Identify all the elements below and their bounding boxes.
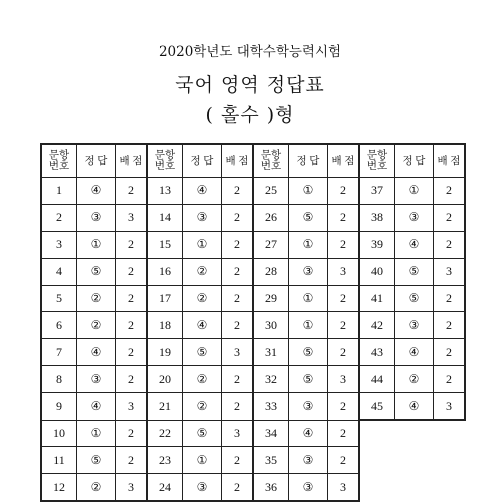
answer-cell: ② — [77, 312, 116, 339]
points-cell: 2 — [434, 312, 466, 339]
points-cell: 2 — [222, 393, 254, 420]
question-number: 25 — [253, 178, 289, 205]
empty-cell — [359, 474, 465, 501]
points-cell: 2 — [222, 231, 254, 258]
points-cell: 3 — [116, 204, 148, 231]
answer-cell: ④ — [395, 231, 434, 258]
empty-cell — [359, 420, 465, 447]
question-number: 44 — [359, 366, 395, 393]
points-cell: 2 — [116, 312, 148, 339]
question-number: 24 — [147, 474, 183, 501]
answer-cell: ④ — [395, 393, 434, 420]
header-points: 배 점 — [434, 144, 466, 178]
answer-cell: ⑤ — [183, 420, 222, 447]
points-cell: 2 — [434, 366, 466, 393]
question-number: 20 — [147, 366, 183, 393]
question-number: 38 — [359, 204, 395, 231]
question-number: 10 — [41, 420, 77, 447]
header-row — [41, 144, 465, 178]
answer-cell: ① — [395, 178, 434, 205]
points-cell: 2 — [328, 178, 360, 205]
answer-cell: ② — [395, 366, 434, 393]
answer-cell: ④ — [395, 339, 434, 366]
table-row — [41, 312, 465, 339]
answer-cell: ① — [183, 447, 222, 474]
question-number: 27 — [253, 231, 289, 258]
question-number: 26 — [253, 204, 289, 231]
answer-cell: ④ — [289, 420, 328, 447]
question-number: 17 — [147, 285, 183, 312]
points-cell: 2 — [434, 204, 466, 231]
table-row — [41, 231, 465, 258]
points-cell: 2 — [116, 285, 148, 312]
points-cell: 3 — [116, 393, 148, 420]
answer-cell: ③ — [395, 204, 434, 231]
question-number: 29 — [253, 285, 289, 312]
header-answer: 정 답 — [395, 144, 434, 178]
exam-type-label: ( 홀수 )형 — [205, 104, 295, 126]
answer-cell: ③ — [77, 204, 116, 231]
question-number: 18 — [147, 312, 183, 339]
header-number-line2: 번호 — [366, 161, 388, 172]
points-cell: 2 — [116, 366, 148, 393]
header-points: 배 점 — [222, 144, 254, 178]
table-row — [41, 258, 465, 285]
answer-cell: ① — [183, 231, 222, 258]
table-row — [41, 339, 465, 366]
answer-cell: ① — [289, 178, 328, 205]
header-number — [359, 144, 395, 178]
header-number-line2: 번호 — [260, 161, 282, 172]
answer-cell: ⑤ — [183, 339, 222, 366]
answer-cell: ② — [77, 285, 116, 312]
answer-cell: ④ — [77, 339, 116, 366]
answer-cell: ② — [183, 258, 222, 285]
points-cell: 3 — [116, 474, 148, 501]
question-number: 21 — [147, 393, 183, 420]
question-number: 33 — [253, 393, 289, 420]
answer-key-table — [40, 143, 466, 502]
table-row — [41, 204, 465, 231]
points-cell: 2 — [328, 312, 360, 339]
points-cell: 2 — [328, 339, 360, 366]
header-number-line1: 문항 — [366, 150, 388, 161]
header-answer: 정 답 — [77, 144, 116, 178]
answer-cell: ③ — [289, 393, 328, 420]
question-number: 16 — [147, 258, 183, 285]
answer-cell: ⑤ — [77, 447, 116, 474]
answer-cell: ⑤ — [289, 204, 328, 231]
question-number: 36 — [253, 474, 289, 501]
header-number — [41, 144, 77, 178]
points-cell: 2 — [328, 393, 360, 420]
table-row — [41, 178, 465, 205]
header-answer: 정 답 — [183, 144, 222, 178]
answer-cell: ④ — [183, 178, 222, 205]
question-number: 11 — [41, 447, 77, 474]
points-cell: 2 — [222, 178, 254, 205]
question-number: 3 — [41, 231, 77, 258]
points-cell: 2 — [434, 178, 466, 205]
points-cell: 2 — [222, 366, 254, 393]
question-number: 19 — [147, 339, 183, 366]
answer-cell: ① — [77, 231, 116, 258]
question-number: 5 — [41, 285, 77, 312]
question-number: 14 — [147, 204, 183, 231]
table-row — [41, 393, 465, 420]
question-number: 22 — [147, 420, 183, 447]
answer-cell: ③ — [183, 474, 222, 501]
answer-cell: ② — [183, 285, 222, 312]
points-cell: 2 — [116, 420, 148, 447]
points-cell: 2 — [222, 204, 254, 231]
empty-cell — [359, 447, 465, 474]
question-number: 37 — [359, 178, 395, 205]
table-row — [41, 474, 465, 501]
question-number: 1 — [41, 178, 77, 205]
answer-cell: ④ — [77, 393, 116, 420]
answer-cell: ③ — [183, 204, 222, 231]
answer-cell: ⑤ — [395, 258, 434, 285]
answer-cell: ③ — [289, 447, 328, 474]
answer-cell: ④ — [183, 312, 222, 339]
header-number-line1: 문항 — [48, 150, 70, 161]
points-cell: 2 — [116, 339, 148, 366]
question-number: 45 — [359, 393, 395, 420]
question-number: 31 — [253, 339, 289, 366]
question-number: 8 — [41, 366, 77, 393]
answer-cell: ⑤ — [289, 339, 328, 366]
answer-cell: ② — [183, 366, 222, 393]
table-row — [41, 420, 465, 447]
answer-cell: ⑤ — [395, 285, 434, 312]
answer-cell: ① — [289, 312, 328, 339]
answer-cell: ① — [289, 231, 328, 258]
answer-cell: ② — [77, 474, 116, 501]
question-number: 2 — [41, 204, 77, 231]
table-row — [41, 366, 465, 393]
points-cell: 3 — [328, 474, 360, 501]
question-number: 35 — [253, 447, 289, 474]
question-number: 23 — [147, 447, 183, 474]
question-number: 6 — [41, 312, 77, 339]
table-row — [41, 285, 465, 312]
answer-cell: ① — [289, 285, 328, 312]
question-number: 41 — [359, 285, 395, 312]
question-number: 30 — [253, 312, 289, 339]
answer-cell: ③ — [289, 474, 328, 501]
question-number: 43 — [359, 339, 395, 366]
answer-cell: ③ — [77, 366, 116, 393]
question-number: 12 — [41, 474, 77, 501]
points-cell: 2 — [434, 339, 466, 366]
answer-cell: ① — [77, 420, 116, 447]
points-cell: 2 — [222, 474, 254, 501]
points-cell: 3 — [328, 258, 360, 285]
question-number: 40 — [359, 258, 395, 285]
points-cell: 3 — [434, 393, 466, 420]
answer-cell: ⑤ — [77, 258, 116, 285]
question-number: 32 — [253, 366, 289, 393]
answer-cell: ④ — [77, 178, 116, 205]
header-number-line1: 문항 — [260, 150, 282, 161]
question-number: 4 — [41, 258, 77, 285]
points-cell: 2 — [328, 420, 360, 447]
question-number: 39 — [359, 231, 395, 258]
points-cell: 3 — [222, 420, 254, 447]
page-title: 국어 영역 정답표 — [175, 74, 325, 96]
points-cell: 2 — [328, 204, 360, 231]
question-number: 28 — [253, 258, 289, 285]
points-cell: 2 — [328, 285, 360, 312]
answer-cell: ⑤ — [289, 366, 328, 393]
table-row — [41, 447, 465, 474]
points-cell: 2 — [116, 258, 148, 285]
points-cell: 3 — [328, 366, 360, 393]
points-cell: 2 — [328, 231, 360, 258]
question-number: 34 — [253, 420, 289, 447]
points-cell: 3 — [222, 339, 254, 366]
header-number-line1: 문항 — [154, 150, 176, 161]
question-number: 13 — [147, 178, 183, 205]
points-cell: 3 — [434, 258, 466, 285]
header-points: 배 점 — [116, 144, 148, 178]
question-number: 15 — [147, 231, 183, 258]
points-cell: 2 — [434, 285, 466, 312]
points-cell: 2 — [222, 447, 254, 474]
points-cell: 2 — [222, 258, 254, 285]
header-number-line2: 번호 — [48, 161, 70, 172]
points-cell: 2 — [116, 231, 148, 258]
points-cell: 2 — [116, 447, 148, 474]
header-number — [253, 144, 289, 178]
question-number: 42 — [359, 312, 395, 339]
header-points: 배 점 — [328, 144, 360, 178]
question-number: 7 — [41, 339, 77, 366]
answer-cell: ③ — [395, 312, 434, 339]
points-cell: 2 — [222, 285, 254, 312]
header-number-line2: 번호 — [154, 161, 176, 172]
points-cell: 2 — [116, 178, 148, 205]
question-number: 9 — [41, 393, 77, 420]
exam-subtitle: 2020학년도 대학수학능력시험 — [158, 44, 342, 60]
points-cell: 2 — [222, 312, 254, 339]
points-cell: 2 — [434, 231, 466, 258]
header-number — [147, 144, 183, 178]
answer-cell: ③ — [289, 258, 328, 285]
answer-cell: ② — [183, 393, 222, 420]
points-cell: 2 — [328, 447, 360, 474]
header-answer: 정 답 — [289, 144, 328, 178]
